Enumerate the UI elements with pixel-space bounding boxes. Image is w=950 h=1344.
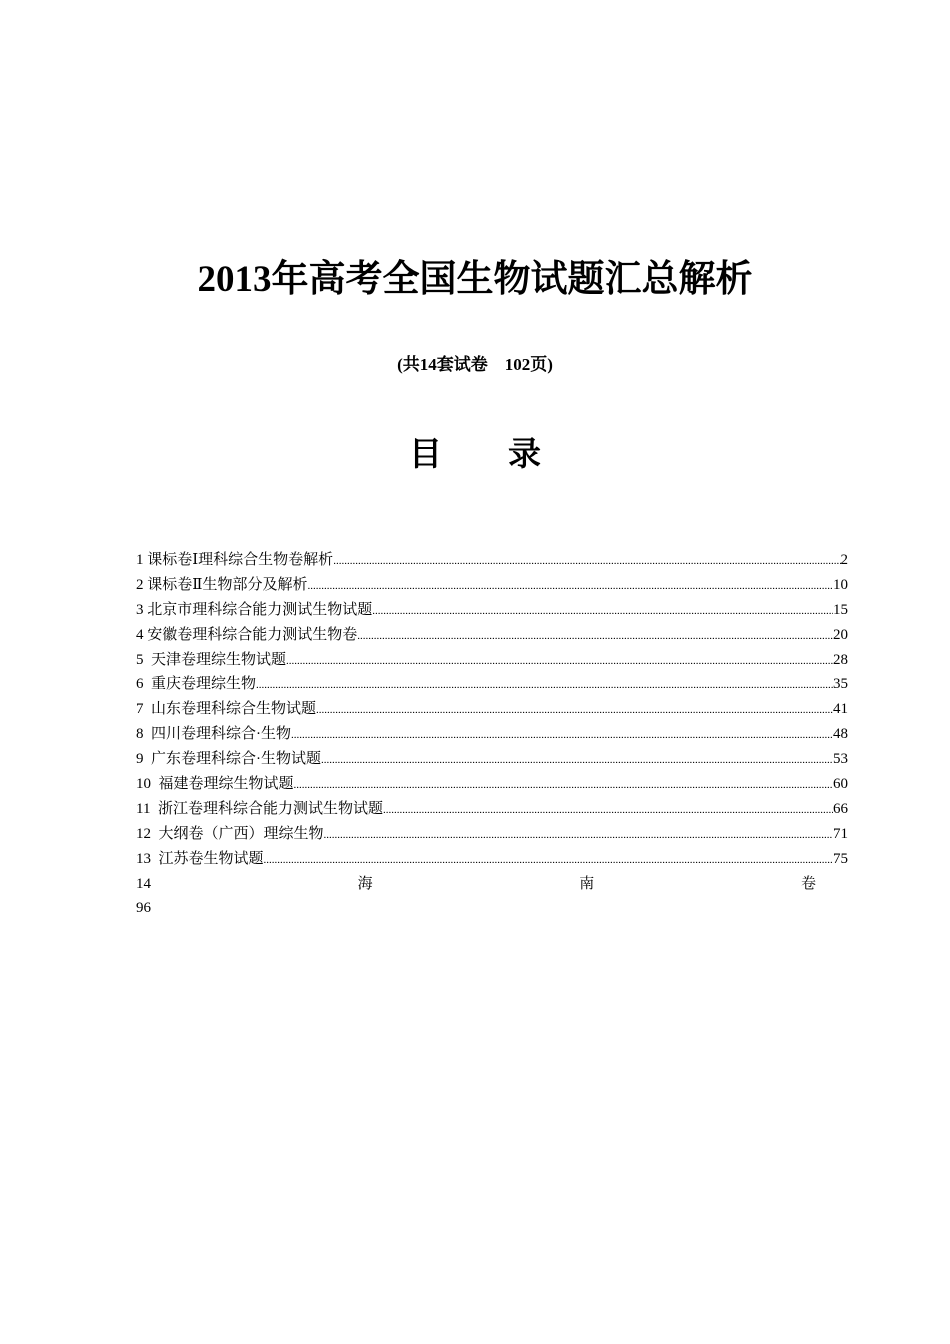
- toc-entry-last-part: 南: [579, 875, 595, 892]
- toc-leader-dots: [256, 672, 833, 698]
- toc-entry[interactable]: [136, 722, 848, 747]
- toc-entry-page: 60: [833, 776, 848, 793]
- toc-entry-last-part: 卷: [800, 875, 816, 892]
- toc-leader-dots: [264, 847, 833, 873]
- document-title: 2013年高考全国生物试题汇总解析: [197, 259, 753, 300]
- toc-entry-label: 3 北京市理科综合能力测试生物试题: [136, 601, 373, 618]
- toc-entry-label: 6 重庆卷理综生物: [136, 676, 257, 693]
- toc-leader-dots: [321, 747, 833, 773]
- toc-entry-label: 7 山东卷理科综合生物试题: [136, 701, 317, 718]
- toc-entry[interactable]: [136, 772, 848, 797]
- toc-entry[interactable]: [136, 598, 848, 623]
- toc-entry-page: 66: [833, 800, 848, 817]
- toc-leader-dots: [357, 623, 833, 649]
- toc-entry-last-part: 14: [136, 875, 151, 892]
- toc-entry-label: 8 四川卷理科综合·生物: [136, 726, 291, 743]
- toc-entry-page: 10: [833, 576, 848, 593]
- toc-entry[interactable]: [136, 847, 848, 872]
- toc-entry[interactable]: [136, 573, 848, 598]
- toc-entry-page: 53: [833, 751, 848, 768]
- toc-entry[interactable]: [136, 648, 848, 673]
- toc-entry-label: 9 广东卷理科综合·生物试题: [136, 751, 321, 768]
- toc-entry[interactable]: [136, 822, 848, 847]
- toc-leader-dots: [383, 797, 833, 823]
- toc-entry[interactable]: [136, 623, 848, 648]
- toc-entry-last-part: 海: [357, 875, 373, 892]
- document-subtitle: (共14套试卷 102页): [397, 355, 553, 374]
- toc-entry[interactable]: [136, 797, 848, 822]
- toc-entry-label: 1 课标卷Ⅰ理科综合生物卷解析: [136, 552, 334, 568]
- toc-leader-dots: [316, 697, 833, 723]
- table-of-contents: [136, 548, 848, 921]
- toc-leader-dots: [294, 772, 833, 798]
- toc-entry-page: 20: [833, 626, 848, 643]
- toc-leader-dots: [324, 822, 833, 848]
- toc-entry-label: 2 课标卷Ⅱ生物部分及解析: [136, 576, 308, 593]
- toc-heading: 目 录: [409, 437, 541, 473]
- toc-entry[interactable]: [136, 672, 848, 697]
- toc-entry-page: 75: [833, 850, 848, 867]
- toc-entry-label: 11 浙江卷理科综合能力测试生物试题: [136, 800, 383, 817]
- toc-entry-label: 12 大纲卷（广西）理综生物: [136, 825, 324, 842]
- toc-entry-page: 15: [833, 601, 848, 618]
- toc-entry-last-page: 96: [136, 900, 151, 917]
- toc-leader-dots: [333, 548, 840, 574]
- toc-entry-label: 4 安徽卷理科综合能力测试生物卷: [136, 626, 358, 643]
- toc-entry-page: 35: [833, 676, 848, 693]
- toc-leader-dots: [286, 648, 833, 674]
- toc-entry-page: 41: [833, 701, 848, 718]
- toc-entry-page: 28: [833, 651, 848, 668]
- toc-entry-label: 13 江苏卷生物试题: [136, 850, 264, 867]
- toc-entry-last[interactable]: [136, 872, 816, 897]
- toc-entry[interactable]: [136, 747, 848, 772]
- toc-entry-page: 48: [833, 726, 848, 743]
- toc-leader-dots: [291, 722, 833, 748]
- toc-leader-dots: [307, 573, 833, 599]
- toc-entry[interactable]: [136, 548, 848, 573]
- toc-entry-label: 5 天津卷理综生物试题: [136, 651, 287, 668]
- toc-entry[interactable]: [136, 697, 848, 722]
- toc-leader-dots: [372, 598, 833, 624]
- toc-entry-label: 10 福建卷理综生物试题: [136, 776, 294, 793]
- toc-entry-page: 2: [840, 552, 848, 568]
- toc-entry-page: 71: [833, 825, 848, 842]
